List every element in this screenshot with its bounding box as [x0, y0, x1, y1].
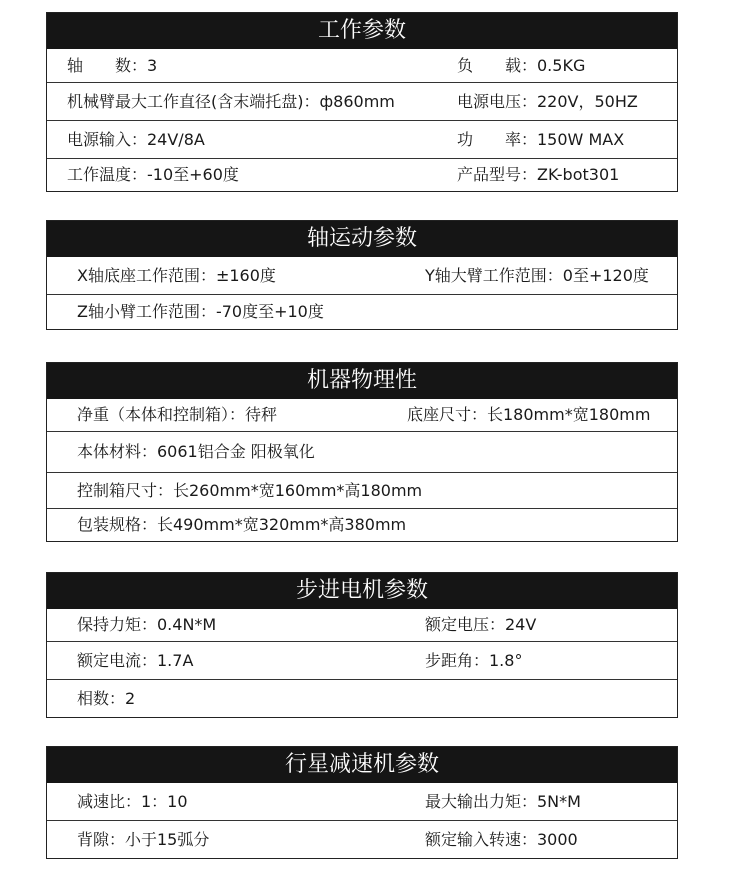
spec-cell: 包装规格：长490mm*宽320mm*高380mm	[77, 515, 407, 534]
section-title: 机器物理性	[47, 363, 677, 399]
section-title: 工作参数	[47, 13, 677, 49]
spec-cell: 电源电压：220V，50HZ	[457, 92, 638, 111]
spec-table-stepper-motor	[46, 572, 678, 718]
spec-cell: 额定电压：24V	[425, 615, 537, 634]
spec-table-work	[46, 12, 678, 192]
spec-cell: 负 载：0.5KG	[457, 56, 586, 75]
spec-cell: 相数：2	[77, 689, 136, 708]
spec-cell: 背隙：小于15弧分	[77, 830, 210, 849]
spec-table-physical	[46, 362, 678, 542]
table-row	[47, 120, 677, 158]
spec-cell: 额定电流：1.7A	[77, 651, 194, 670]
spec-cell: 最大输出力矩：5N*M	[425, 792, 581, 811]
table-row	[47, 399, 677, 431]
spec-cell: 机械臂最大工作直径(含末端托盘)：ф860mm	[67, 92, 395, 111]
spec-cell: 功 率：150W MAX	[457, 130, 625, 149]
table-row	[47, 257, 677, 294]
spec-cell: Y轴大臂工作范围：0至+120度	[425, 266, 649, 285]
spec-cell: 额定输入转速：3000	[425, 830, 578, 849]
table-row	[47, 679, 677, 717]
spec-cell: 净重（本体和控制箱）：待秤	[77, 405, 278, 424]
spec-cell: 底座尺寸：长180mm*宽180mm	[407, 405, 651, 424]
table-row	[47, 609, 677, 641]
spec-cell: 步距角：1.8°	[425, 651, 523, 670]
table-row	[47, 49, 677, 82]
spec-cell: 控制箱尺寸：长260mm*宽160mm*高180mm	[77, 481, 423, 500]
spec-cell: Z轴小臂工作范围：-70度至+10度	[77, 302, 324, 321]
spec-cell: X轴底座工作范围：±160度	[77, 266, 276, 285]
spec-table-axis-motion	[46, 220, 678, 330]
spec-cell: 本体材料：6061铝合金 阳极氧化	[77, 442, 315, 461]
section-title: 步进电机参数	[47, 573, 677, 609]
spec-cell: 减速比：1：10	[77, 792, 188, 811]
table-row	[47, 472, 677, 508]
spec-table-planetary-gearbox	[46, 746, 678, 859]
spec-cell: 工作温度：-10至+60度	[67, 165, 239, 184]
table-row	[47, 294, 677, 329]
table-row	[47, 783, 677, 820]
table-row	[47, 820, 677, 858]
table-row	[47, 508, 677, 541]
spec-cell: 产品型号：ZK-bot301	[457, 165, 620, 184]
table-row	[47, 82, 677, 120]
table-row	[47, 158, 677, 191]
spec-cell: 轴 数：3	[67, 56, 158, 75]
section-title: 轴运动参数	[47, 221, 677, 257]
section-title: 行星减速机参数	[47, 747, 677, 783]
table-row	[47, 431, 677, 472]
spec-cell: 保持力矩：0.4N*M	[77, 615, 217, 634]
spec-cell: 电源输入：24V/8A	[67, 130, 205, 149]
table-row	[47, 641, 677, 679]
